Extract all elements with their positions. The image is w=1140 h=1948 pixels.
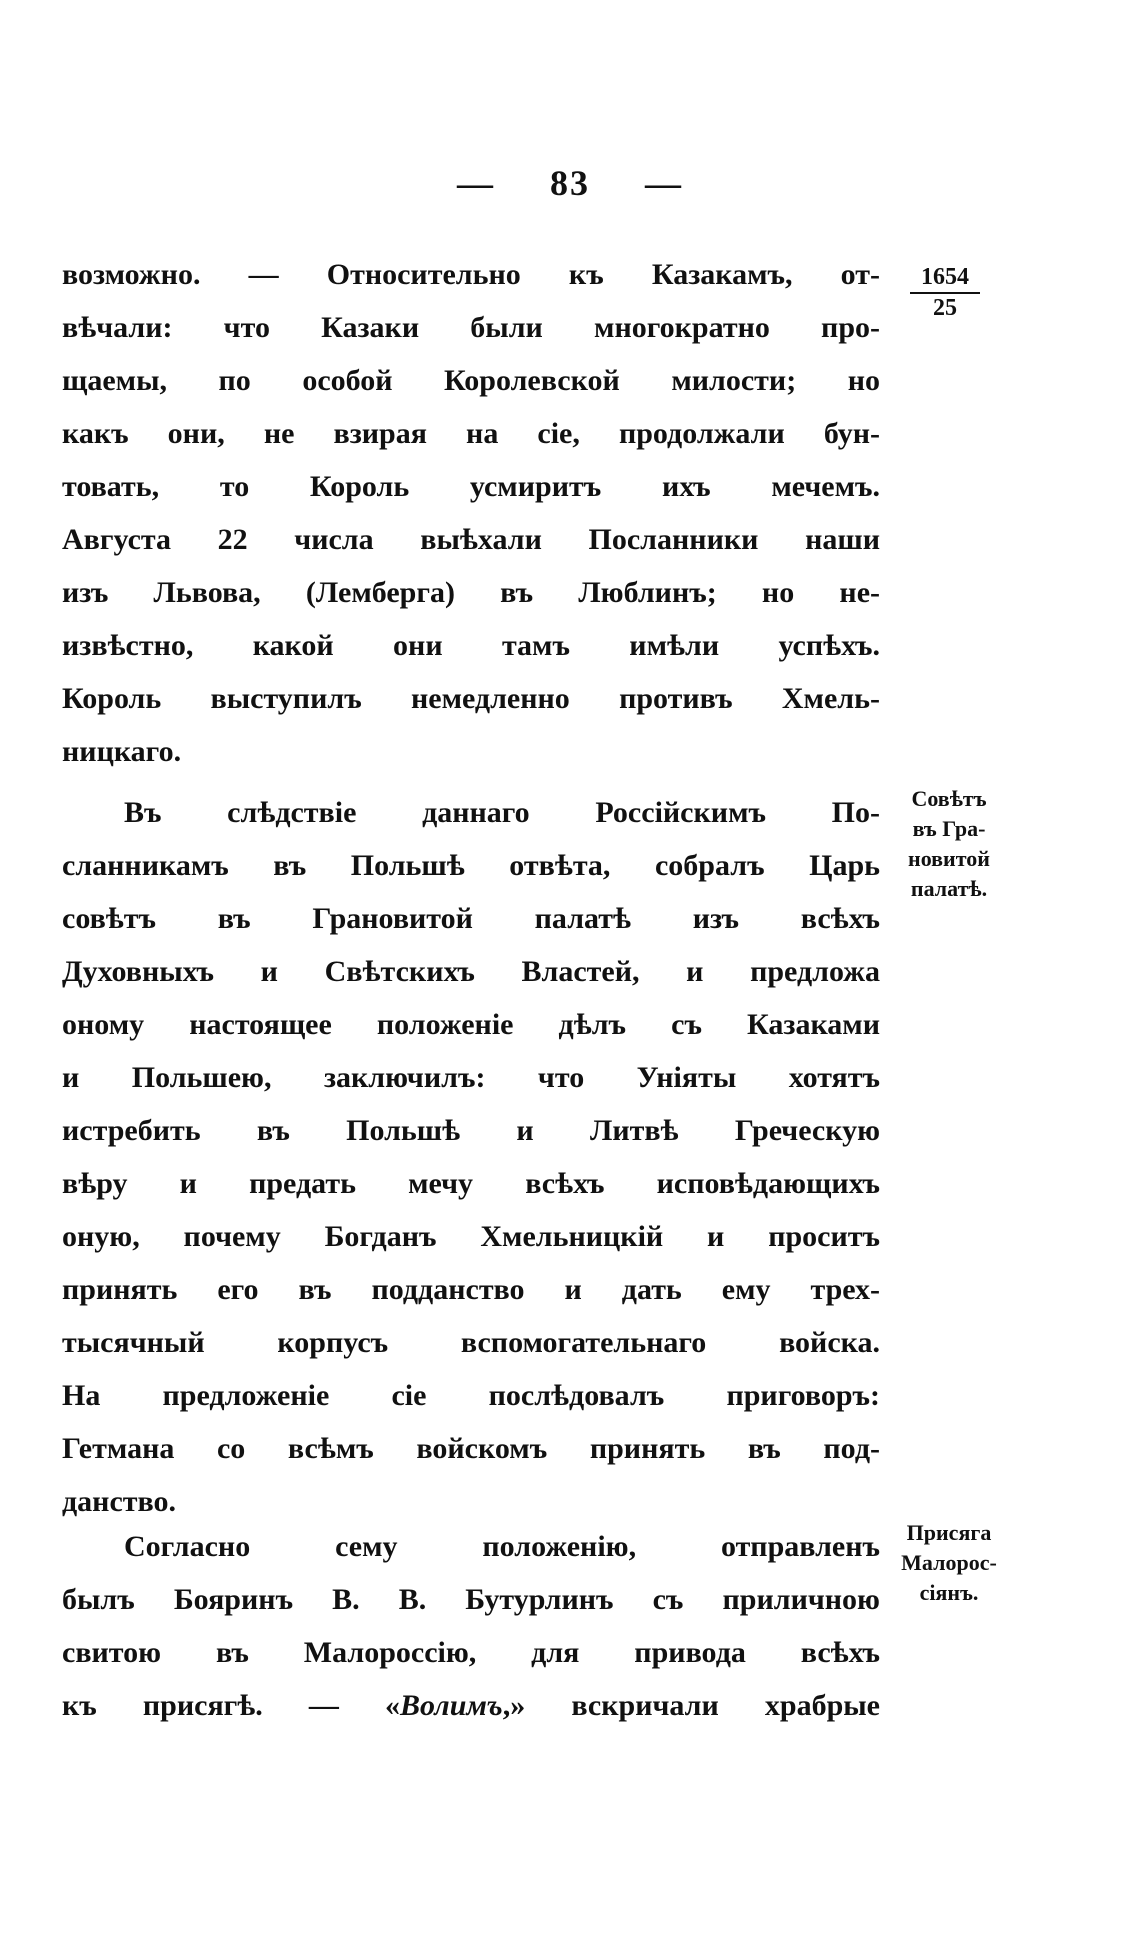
note-line: Присяга [906,1520,992,1545]
note-line: Малорос- [901,1550,997,1575]
paragraph-3 [62,1520,880,1732]
paragraph-2 [62,786,880,1528]
text-line: вѣчали: что Казаки были многократно про- [62,311,880,344]
note-line: палатѣ. [910,876,988,901]
text-line: тысячный корпусъ вспомогательнаго войска. [62,1326,880,1359]
page-number: 83 [550,163,590,203]
page-header [0,162,1140,204]
text-line [62,1679,880,1732]
text-line: какъ они, не взирая на сіе, продолжали бун- [62,417,880,450]
text-line: Въ слѣдствіе даннаго Россійскимъ По- [124,796,880,829]
text-line: свитою въ Малороссію, для привода всѣхъ [62,1636,880,1669]
text-line: совѣтъ въ Грановитой палатѣ изъ всѣхъ [62,902,880,935]
margin-note-oath [884,1518,1014,1608]
text-line: возможно. — Относительно къ Казакамъ, от- [62,258,880,291]
text-line: извѣстно, какой они тамъ имѣли успѣхъ. [62,629,880,662]
text-line: сланникамъ въ Польшѣ отвѣта, собралъ Царь [62,849,880,882]
text-line: щаемы, по особой Королевской милости; но [62,364,880,397]
text-line: былъ Бояринъ В. В. Бутурлинъ съ приличною [62,1583,880,1616]
note-line: Совѣтъ [911,786,987,811]
year-margin-note [910,262,980,322]
text-line: истребить въ Польшѣ и Литвѣ Греческую [62,1114,880,1147]
text-line: Согласно сему положенію, отправленъ [124,1530,880,1563]
italic-word: Волимъ [400,1689,503,1722]
text-line: Августа 22 числа выѣхали Посланники наши [62,523,880,556]
note-line: въ Гра- [912,816,986,841]
text-line: оному настоящее положеніе дѣлъ съ Казаками [62,1008,880,1041]
text-line: данство. [62,1485,177,1518]
year-value: 1654 [910,262,980,294]
text-line: товать, то Король усмиритъ ихъ мечемъ. [62,470,880,503]
text-line: и Польшею, заключилъ: что Уніяты хотятъ [62,1061,880,1094]
text-line: ницкаго. [62,735,182,768]
text-line: На предложеніе сіе послѣдовалъ приговоръ: [62,1379,880,1412]
header-dash-right: — [645,163,683,203]
text-line: Гетмана со всѣмъ войскомъ принять въ под- [62,1432,880,1465]
text-line: вѣру и предать мечу всѣхъ исповѣдающихъ [62,1167,880,1200]
paragraph-1 [62,248,880,778]
day-value: 25 [933,295,957,321]
text-segment: ,» вскричали храбрые [502,1689,880,1722]
text-segment: къ присягѣ. — « [62,1689,401,1722]
note-line: сіянъ. [919,1580,979,1605]
note-line: новитой [908,846,990,871]
text-line: Король выступилъ немедленно противъ Хмель- [62,682,880,715]
text-line: Духовныхъ и Свѣтскихъ Властей, и предложа [62,955,880,988]
text-line: оную, почему Богданъ Хмельницкій и проситъ [62,1220,880,1253]
text-line: изъ Львова, (Лемберга) въ Люблинъ; но не- [62,576,880,609]
header-dash-left: — [457,163,495,203]
margin-note-council [884,784,1014,904]
text-line: принять его въ подданство и дать ему трех- [62,1273,880,1306]
